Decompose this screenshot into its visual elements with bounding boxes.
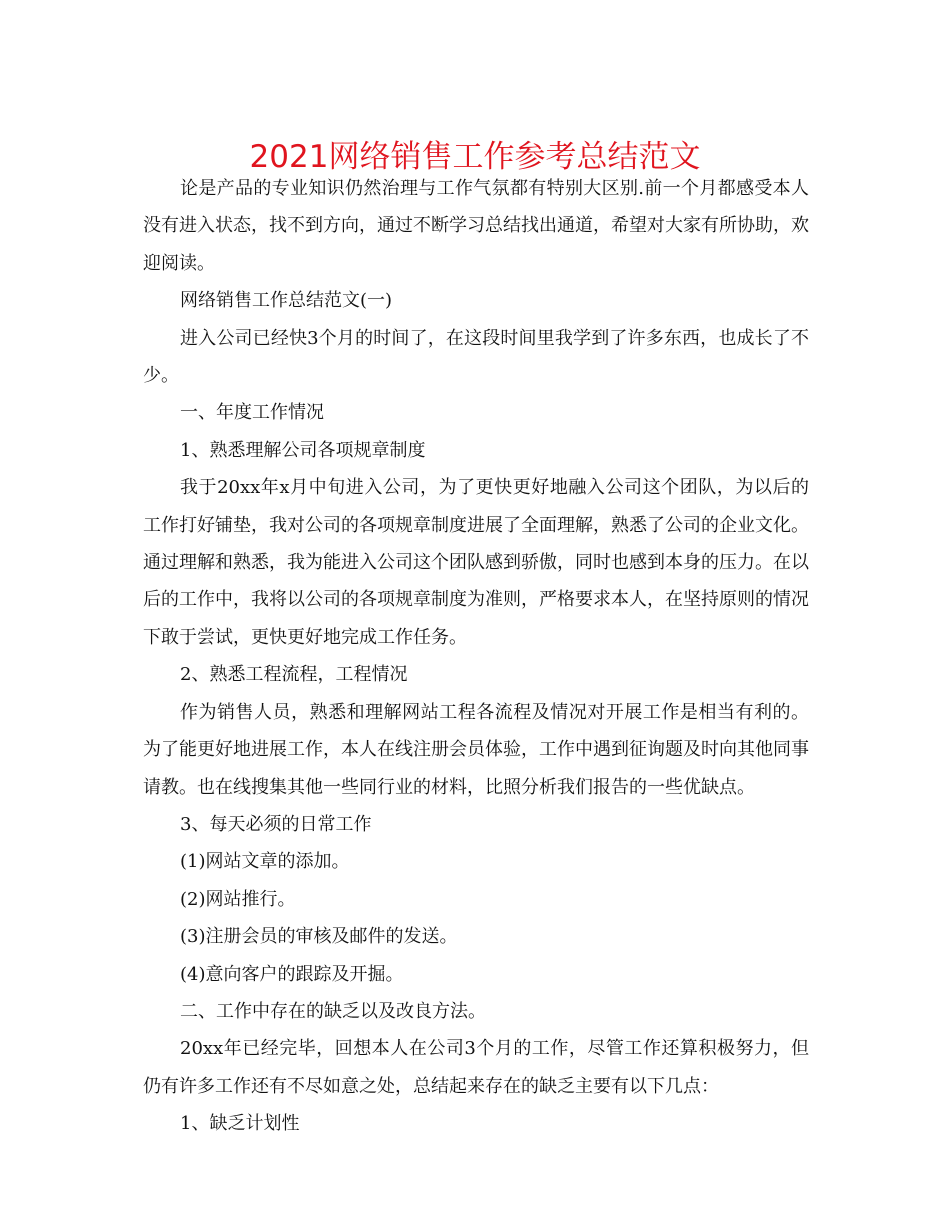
document-title: 2021网络销售工作参考总结范文 xyxy=(249,139,701,175)
list-item: (1)网站文章的添加。 xyxy=(180,851,350,873)
subheading-daily-work: 3、每天必须的日常工作 xyxy=(180,813,372,835)
section-heading-annual-work: 一、年度工作情况 xyxy=(180,402,324,424)
paragraph-shortcomings: 20xx年已经完毕，回想本人在公司3个月的工作，尽管工作还算积极努力，但仍有许多工作还有不尽如意之处，总结起来存在的缺乏主要有以下几点： xyxy=(143,1038,809,1097)
paragraph-rules: 我于20xx年x月中旬进入公司，为了更快更好地融入公司这个团队，为以后的工作打好铺垫，我对公司的各项规章制度进展了全面理解，熟悉了公司的企业文化。通过理解和熟悉，我为能进入公司这个团队感到骄傲，同时也感到本身的压力。在以后的工作中，我将以公司的各项规章制度为准则，严格要求本人，在坚持原则的情况下敢于尝试，更快更好地完成工作任务。 xyxy=(143,477,809,648)
section-heading-fanwen-1: 网络销售工作总结范文(一) xyxy=(180,290,393,312)
subheading-process: 2、熟悉工程流程，工程情况 xyxy=(180,664,408,686)
list-item: (3)注册会员的审核及邮件的发送。 xyxy=(180,926,458,948)
document-body xyxy=(143,170,809,1143)
paragraph-opening: 进入公司已经快3个月的时间了，在这段时间里我学到了许多东西，也成长了不少。 xyxy=(143,327,809,387)
list-item: (2)网站推行。 xyxy=(180,888,296,910)
subheading-rules: 1、熟悉理解公司各项规章制度 xyxy=(180,439,426,461)
section-heading-shortcomings: 二、工作中存在的缺乏以及改良方法。 xyxy=(180,1000,486,1022)
subheading-lack-of-planning: 1、缺乏计划性 xyxy=(180,1113,300,1135)
paragraph-process: 作为销售人员，熟悉和理解网站工程各流程及情况对开展工作是相当有利的。为了能更好地进展工作，本人在线注册会员体验，工作中遇到征询题及时向其他同事请教。也在线搜集其他一些同行业的材料，比照分析我们报告的一些优缺点。 xyxy=(143,701,809,798)
list-item: (4)意向客户的跟踪及开掘。 xyxy=(180,963,404,985)
paragraph-intro: 论是产品的专业知识仍然治理与工作气氛都有特别大区别.前一个月都感受本人没有进入状态，找不到方向，通过不断学习总结找出通道，希望对大家有所协助，欢迎阅读。 xyxy=(143,178,809,274)
